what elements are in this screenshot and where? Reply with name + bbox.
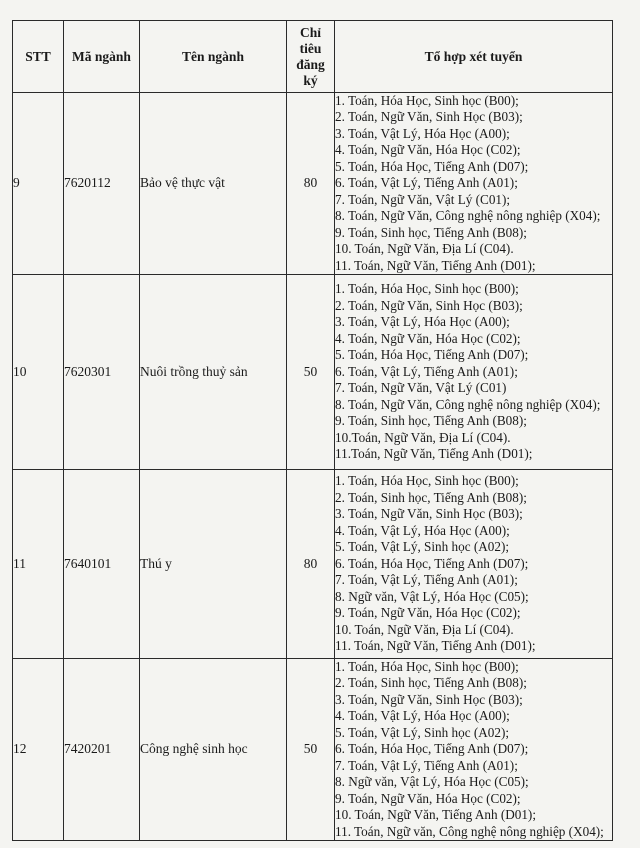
cell-stt: 10 [13, 274, 64, 469]
header-quota-line: Chỉ [299, 24, 321, 40]
cell-name: Công nghệ sinh học [140, 658, 287, 840]
combo-list [335, 659, 612, 840]
combo-list [335, 281, 612, 462]
cell-stt: 11 [13, 469, 64, 658]
list-item: 7. Toán, Ngữ Văn, Vật Lý (C01); [335, 191, 511, 207]
list-item: 5. Toán, Vật Lý, Sinh học (A02); [335, 724, 510, 740]
cell-name: Nuôi trồng thuỷ sản [140, 274, 287, 469]
cell-code: 7620112 [64, 93, 140, 275]
list-item: 5. Toán, Hóa Học, Tiếng Anh (D07); [335, 158, 529, 174]
list-item: 1. Toán, Hóa Học, Sinh học (B00); [335, 473, 519, 489]
header-name: Tên ngành [140, 21, 287, 93]
list-item: 5. Toán, Vật Lý, Sinh học (A02); [335, 539, 510, 555]
cell-quota: 50 [287, 658, 335, 840]
table-row [13, 274, 613, 469]
list-item: 1. Toán, Hóa Học, Sinh học (B00); [335, 658, 519, 674]
list-item: 4. Toán, Vật Lý, Hóa Học (A00); [335, 522, 510, 538]
list-item: 9. Toán, Sinh học, Tiếng Anh (B08); [335, 224, 527, 240]
header-quota-line: tiêu [299, 40, 322, 56]
cell-stt: 12 [13, 658, 64, 840]
header-quota [287, 21, 335, 93]
cell-code: 7420201 [64, 658, 140, 840]
list-item: 1. Toán, Hóa Học, Sinh học (B00); [335, 93, 519, 108]
cell-combos [335, 274, 613, 469]
list-item: 6. Toán, Hóa Học, Tiếng Anh (D07); [335, 741, 529, 757]
header-quota-line: ký [303, 72, 318, 88]
list-item: 2. Toán, Ngữ Văn, Sinh Học (B03); [335, 109, 523, 125]
cell-name: Bảo vệ thực vật [140, 93, 287, 275]
list-item: 3. Toán, Vật Lý, Hóa Học (A00); [335, 314, 510, 330]
table-row [13, 93, 613, 275]
list-item: 4. Toán, Ngữ Văn, Hóa Học (C02); [335, 142, 521, 158]
cell-combos [335, 658, 613, 840]
list-item: 10. Toán, Ngữ Văn, Địa Lí (C04). [335, 621, 514, 637]
list-item: 9. Toán, Ngữ Văn, Hóa Học (C02); [335, 605, 521, 621]
list-item: 9. Toán, Sinh học, Tiếng Anh (B08); [335, 413, 527, 429]
combo-list [335, 93, 612, 274]
list-item: 2. Toán, Ngữ Văn, Sinh Học (B03); [335, 297, 523, 313]
list-item: 10. Toán, Ngữ Văn, Tiếng Anh (D01); [335, 807, 536, 823]
list-item: 11. Toán, Ngữ Văn, Tiếng Anh (D01); [335, 257, 536, 273]
cell-combos [335, 469, 613, 658]
list-item: 7. Toán, Vật Lý, Tiếng Anh (A01); [335, 572, 518, 588]
list-item: 6. Toán, Vật Lý, Tiếng Anh (A01); [335, 363, 518, 379]
list-item: 1. Toán, Hóa Học, Sinh học (B00); [335, 281, 519, 297]
list-item: 10. Toán, Ngữ Văn, Địa Lí (C04). [335, 241, 514, 257]
list-item: 5. Toán, Hóa Học, Tiếng Anh (D07); [335, 347, 529, 363]
list-item: 11.Toán, Ngữ Văn, Tiếng Anh (D01); [335, 446, 533, 462]
cell-combos [335, 93, 613, 275]
list-item: 3. Toán, Ngữ Văn, Sinh Học (B03); [335, 691, 523, 707]
list-item: 8. Toán, Ngữ Văn, Công nghệ nông nghiệp (X04); [335, 208, 601, 224]
list-item: 4. Toán, Ngữ Văn, Hóa Học (C02); [335, 330, 521, 346]
list-item: 6. Toán, Vật Lý, Tiếng Anh (A01); [335, 175, 518, 191]
cell-code: 7620301 [64, 274, 140, 469]
list-item: 3. Toán, Ngữ Văn, Sinh Học (B03); [335, 506, 523, 522]
cell-quota: 50 [287, 274, 335, 469]
table-row [13, 658, 613, 840]
header-stt: STT [13, 21, 64, 93]
cell-code: 7640101 [64, 469, 140, 658]
header-quota-line: đăng [296, 56, 325, 72]
list-item: 3. Toán, Vật Lý, Hóa Học (A00); [335, 125, 510, 141]
list-item: 7. Toán, Ngữ Văn, Vật Lý (C01) [335, 380, 507, 396]
list-item: 2. Toán, Sinh học, Tiếng Anh (B08); [335, 489, 527, 505]
admission-table [12, 20, 613, 841]
list-item: 8. Ngữ văn, Vật Lý, Hóa Học (C05); [335, 774, 529, 790]
list-item: 10.Toán, Ngữ Văn, Địa Lí (C04). [335, 429, 511, 445]
cell-quota: 80 [287, 93, 335, 275]
list-item: 8. Toán, Ngữ Văn, Công nghệ nông nghiệp (X04); [335, 396, 601, 412]
list-item: 11. Toán, Ngữ văn, Công nghệ nông nghiệp (X04); [335, 823, 604, 839]
list-item: 7. Toán, Vật Lý, Tiếng Anh (A01); [335, 757, 518, 773]
list-item: 2. Toán, Sinh học, Tiếng Anh (B08); [335, 675, 527, 691]
list-item: 9. Toán, Ngữ Văn, Hóa Học (C02); [335, 790, 521, 806]
header-combos: Tổ hợp xét tuyển [335, 21, 613, 93]
cell-name: Thú y [140, 469, 287, 658]
header-code: Mã ngành [64, 21, 140, 93]
list-item: 11. Toán, Ngữ Văn, Tiếng Anh (D01); [335, 638, 536, 654]
table-row [13, 469, 613, 658]
combo-list [335, 473, 612, 654]
cell-quota: 80 [287, 469, 335, 658]
list-item: 6. Toán, Hóa Học, Tiếng Anh (D07); [335, 555, 529, 571]
table-header-row [13, 21, 613, 93]
list-item: 4. Toán, Vật Lý, Hóa Học (A00); [335, 708, 510, 724]
cell-stt: 9 [13, 93, 64, 275]
list-item: 8. Ngữ văn, Vật Lý, Hóa Học (C05); [335, 588, 529, 604]
